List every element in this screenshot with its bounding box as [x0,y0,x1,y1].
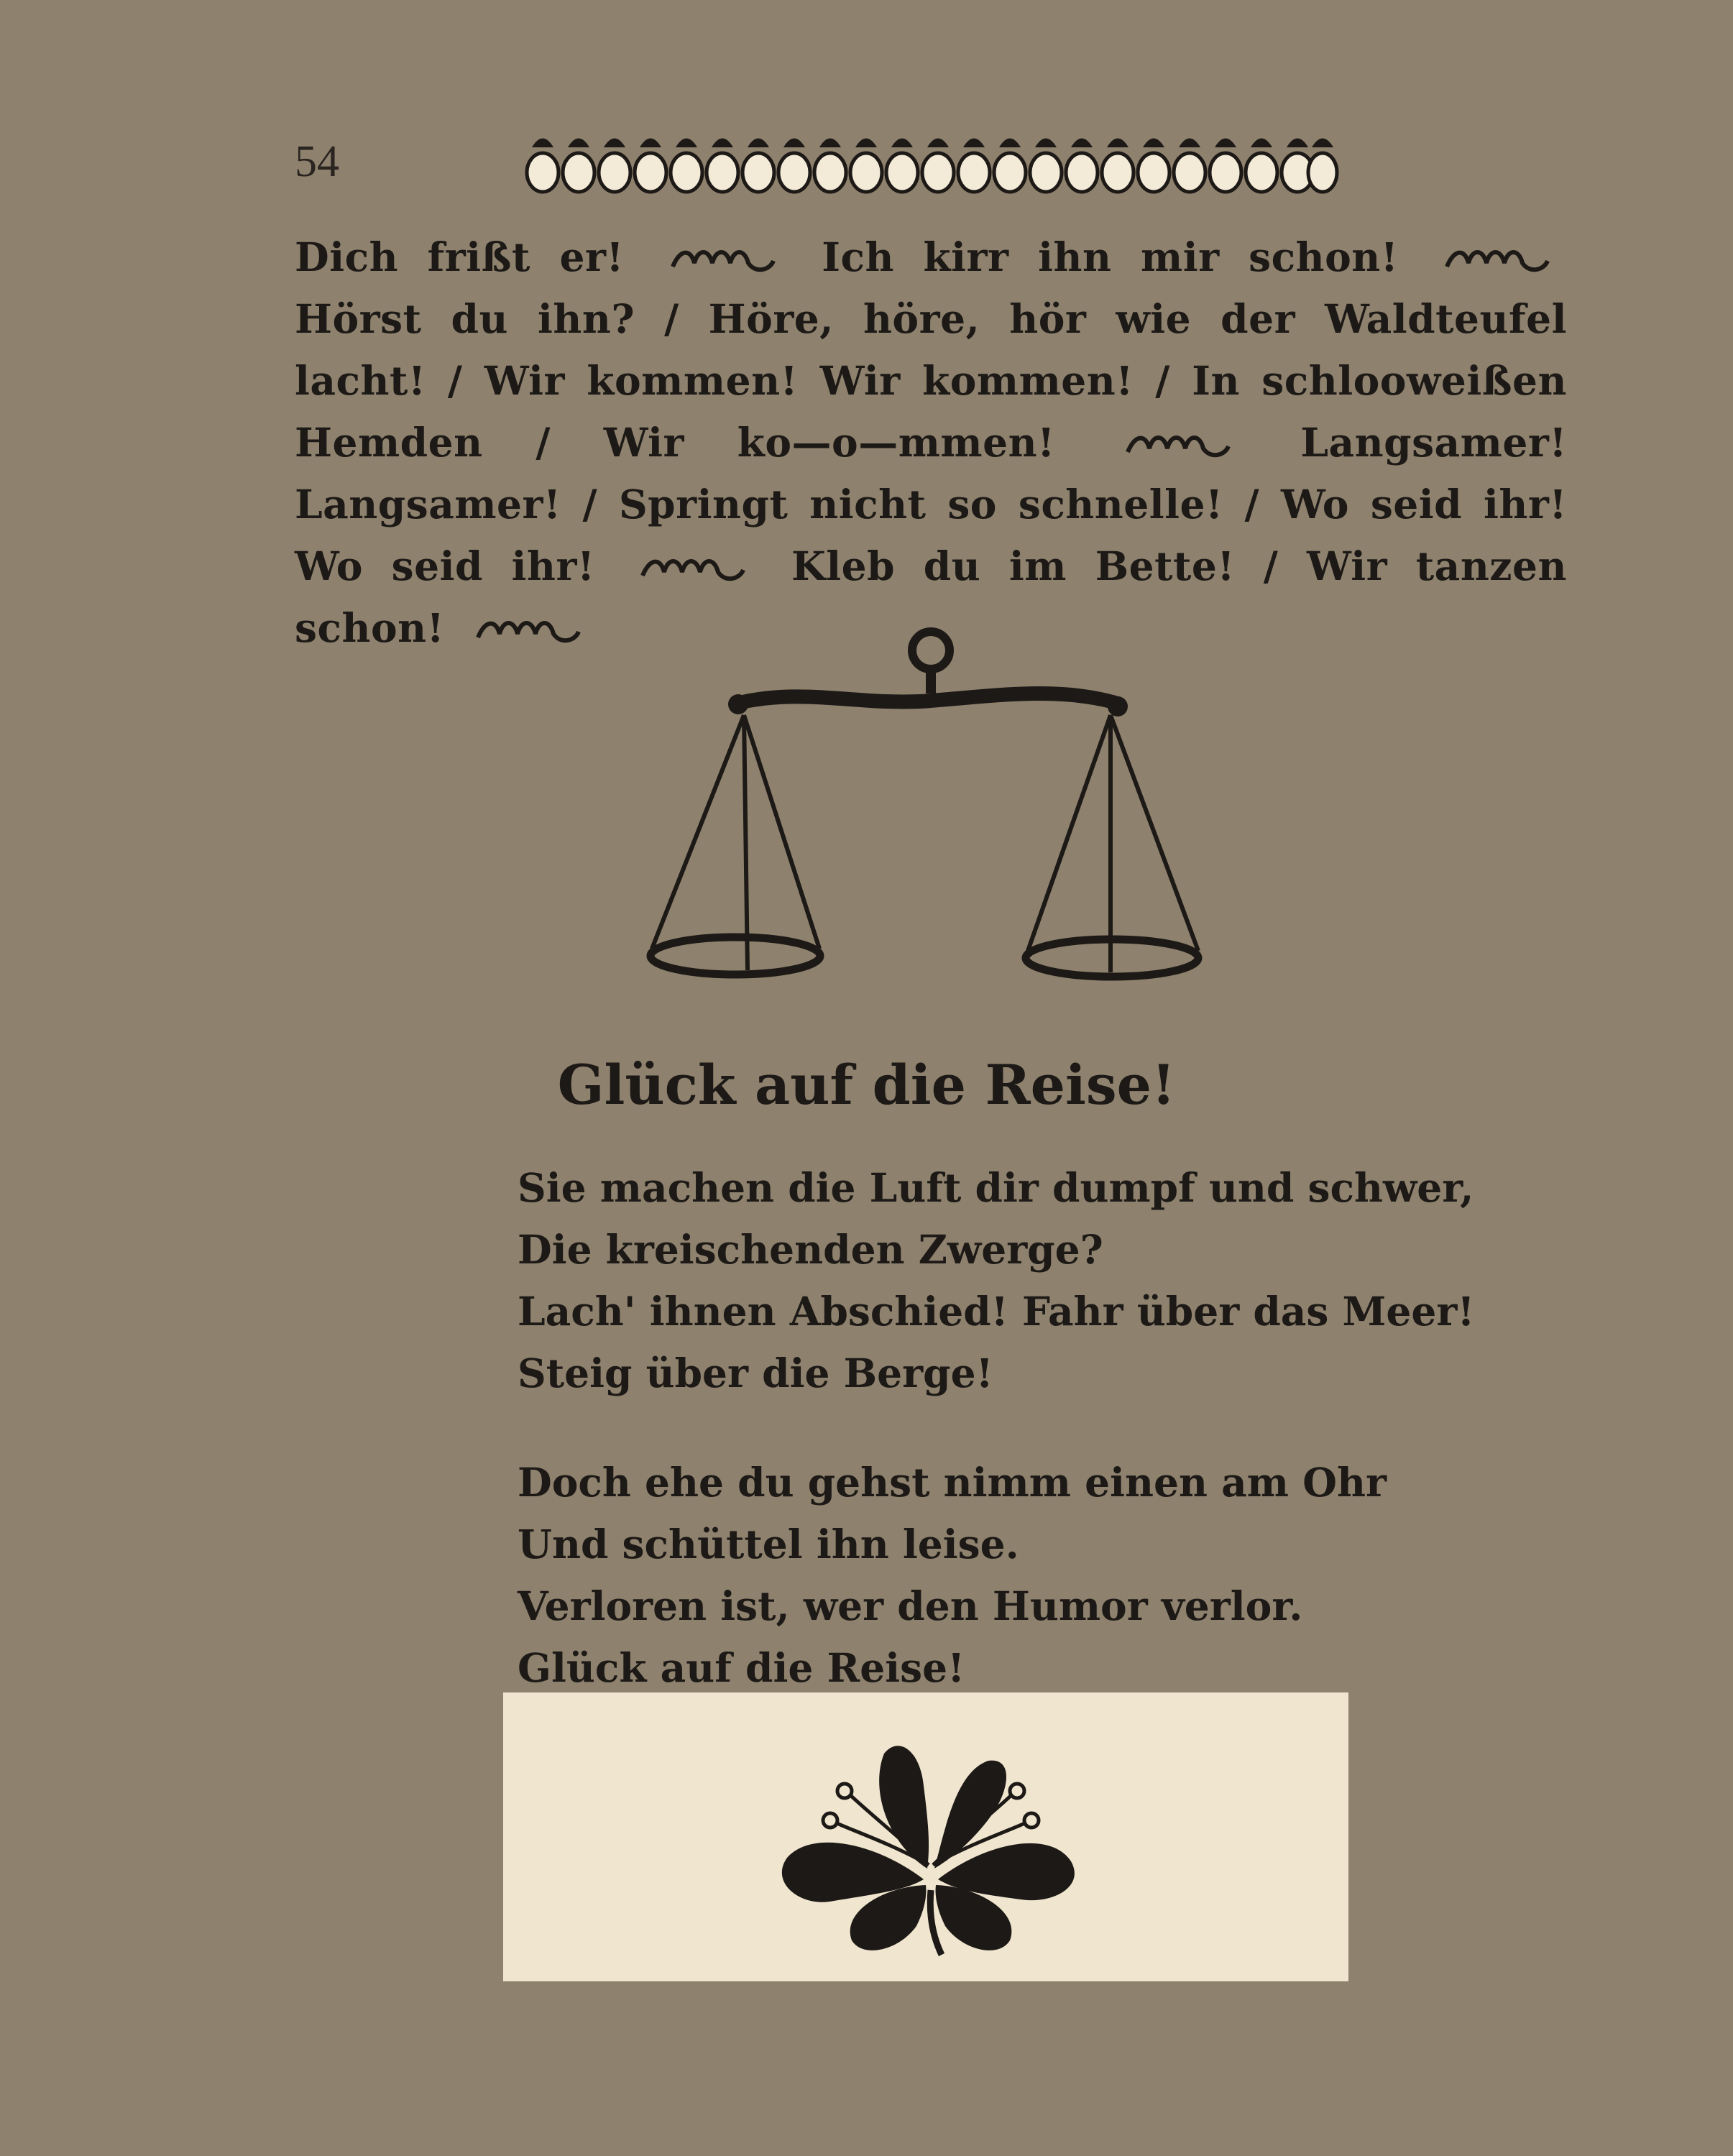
prose-segment: Ich kirr ihn mir schon! [822,234,1399,280]
poem-line: Glück auf die Reise! [518,1644,965,1691]
page-number: 54 [295,137,339,186]
wave-ornament-icon [669,245,777,277]
poem-line: Lach' ihnen Abschied! Fahr über das Meer! [518,1288,1475,1335]
flower-vignette-panel [503,1692,1348,1981]
prose-segment: Dich frißt er! [295,234,625,280]
poem-line: Die kreischenden Zwerge? [518,1226,1103,1273]
wave-ornament-icon [1443,245,1551,277]
wave-ornament-icon [1124,430,1232,462]
wave-ornament-icon [639,554,747,586]
poem-title: Glück auf die Reise! [557,1053,1176,1117]
prose-paragraph [295,226,1567,659]
prose-segment: Kleb du im Bette! / Wir tanzen schon! [295,543,1568,651]
prose-segment: Hörst du ihn? / Höre, höre, hör wie der Waldteufel lacht! / Wir kommen! Wir kommen! / In schlooweißen Hemden / Wir ko—o—mmen! [295,295,1567,466]
poem-line: Verloren ist, wer den Humor verlor. [518,1583,1303,1629]
poem-line: Steig über die Berge! [518,1350,993,1396]
poem-line: Doch ehe du gehst nimm einen am Ohr [518,1459,1387,1506]
poem-stanza-2 [518,1452,1387,1699]
poem-stanza-1 [518,1157,1475,1404]
poem-line: Und schüttel ihn leise. [518,1521,1019,1567]
balance-scale-icon [643,622,1204,988]
poem-line: Sie machen die Luft dir dumpf und schwer, [518,1164,1474,1211]
wave-ornament-icon [474,616,582,648]
acorn-border-icon [521,126,1341,198]
lily-flower-icon [762,1721,1093,1958]
prose-segment: Langsamer! Langsamer! / Springt nicht so schnelle! / Wo seid ihr! Wo seid ihr! [295,419,1567,589]
